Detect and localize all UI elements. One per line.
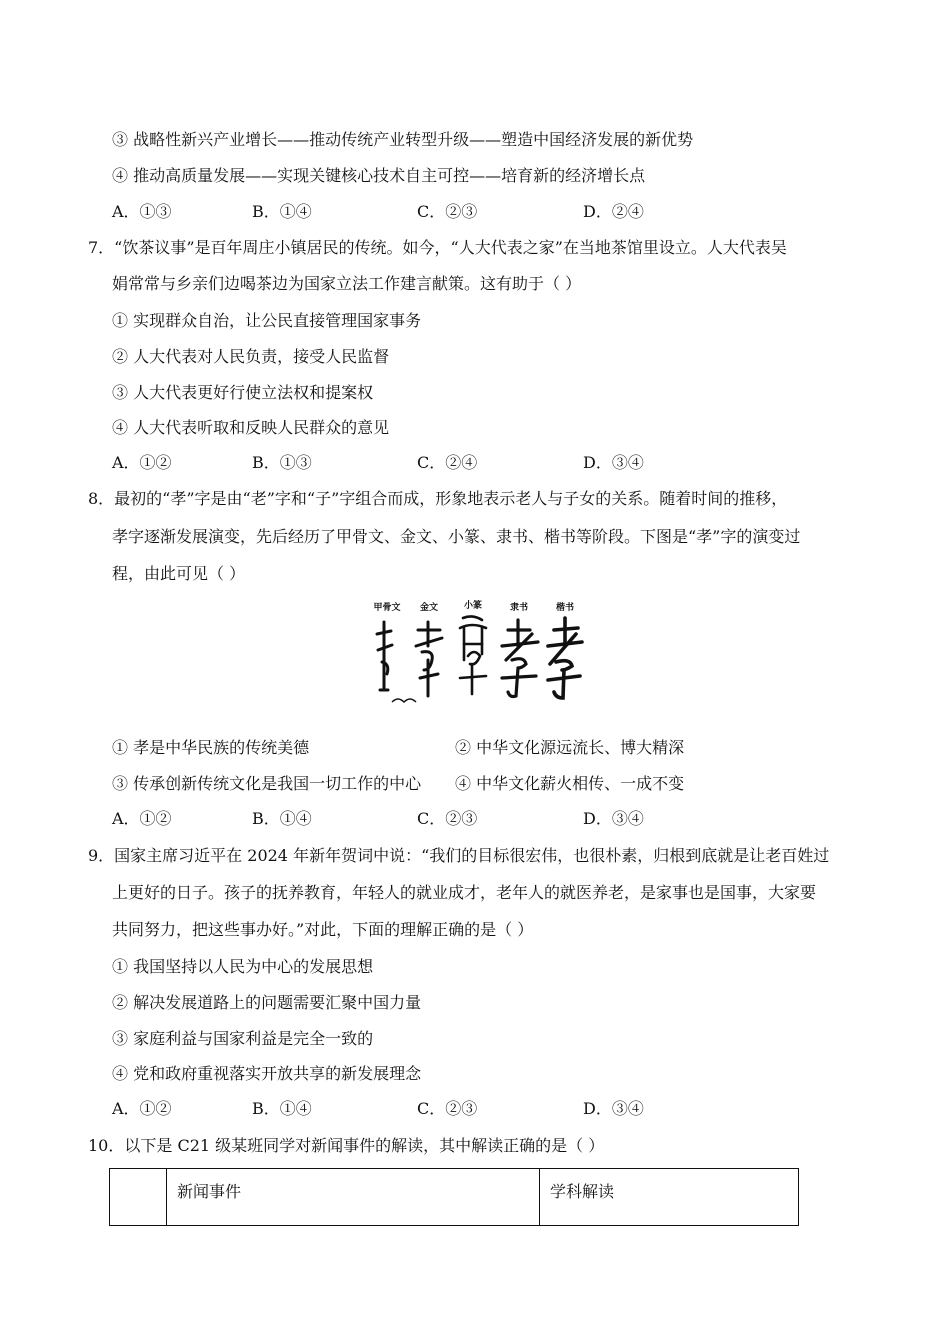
table-header-news-event: 新闻事件 xyxy=(167,1169,540,1226)
q8-item-4: ④ 中华文化薪火相传、一成不变 xyxy=(455,774,685,793)
q7-option-d: D．③④ xyxy=(583,453,644,472)
q9-option-d: D．③④ xyxy=(583,1099,644,1118)
q9-option-b: B．①④ xyxy=(252,1099,312,1118)
q7-option-a: A．①② xyxy=(112,453,172,472)
q7-item-4: ④ 人大代表听取和反映人民群众的意见 xyxy=(112,418,390,437)
table-header-row xyxy=(110,1169,799,1226)
q9-stem-line-3: 共同努力，把这些事办好。”对此，下面的理解正确的是（ ） xyxy=(112,920,534,939)
q8-option-d: D．③④ xyxy=(583,809,644,828)
q9-item-1: ① 我国坚持以人民为中心的发展思想 xyxy=(112,957,374,976)
q7-option-c: C．②④ xyxy=(417,453,478,472)
q8-item-3: ③ 传承创新传统文化是我国一切工作的中心 xyxy=(112,774,422,793)
q9-item-2: ② 解决发展道路上的问题需要汇聚中国力量 xyxy=(112,993,422,1012)
q10-stem-line-1: 10．以下是 C21 级某班同学对新闻事件的解读，其中解读正确的是（ ） xyxy=(88,1136,605,1155)
q9-stem-line-2: 上更好的日子。孩子的抚养教育，年轻人的就业成才，老年人的就医养老，是家事也是国事，大家要 xyxy=(112,883,817,902)
q6-option-a: A．①③ xyxy=(112,202,172,221)
q8-option-a: A．①② xyxy=(112,809,172,828)
label-bronze: 金文 xyxy=(419,602,439,612)
small-seal-glyph xyxy=(460,616,486,694)
q7-stem-line-2: 娟常常与乡亲们边喝茶边为国家立法工作建言献策。这有助于（ ） xyxy=(112,274,582,293)
label-oracle-bone: 甲骨文 xyxy=(373,602,401,612)
q8-option-c: C．②③ xyxy=(417,809,478,828)
q8-stem-line-2: 孝字逐渐发展演变，先后经历了甲骨文、金文、小篆、隶书、楷书等阶段。下图是“孝”字的演变过 xyxy=(112,527,801,546)
q7-option-b: B．①③ xyxy=(252,453,312,472)
q8-stem-line-3: 程，由此可见（ ） xyxy=(112,564,246,583)
q6-item-4: ④ 推动高质量发展——实现关键核心技术自主可控——培育新的经济增长点 xyxy=(112,166,646,185)
decorative-mark xyxy=(392,699,416,702)
q8-option-b: B．①④ xyxy=(252,809,312,828)
label-regular: 楷书 xyxy=(555,602,575,612)
q9-option-c: C．②③ xyxy=(417,1099,478,1118)
clerical-glyph xyxy=(502,620,538,697)
table-header-index xyxy=(110,1169,167,1226)
bronze-glyph xyxy=(416,622,442,696)
q6-option-b: B．①④ xyxy=(252,202,312,221)
q9-item-4: ④ 党和政府重视落实开放共享的新发展理念 xyxy=(112,1064,422,1083)
q9-option-a: A．①② xyxy=(112,1099,172,1118)
q8-item-1: ① 孝是中华民族的传统美德 xyxy=(112,738,310,757)
table-header-interpretation: 学科解读 xyxy=(540,1169,799,1226)
oracle-bone-glyph xyxy=(377,622,392,690)
q6-option-c: C．②③ xyxy=(417,202,478,221)
news-interpretation-table xyxy=(109,1168,799,1226)
q9-item-3: ③ 家庭利益与国家利益是完全一致的 xyxy=(112,1029,374,1048)
q7-item-3: ③ 人大代表更好行使立法权和提案权 xyxy=(112,383,374,402)
q7-item-1: ① 实现群众自治，让公民直接管理国家事务 xyxy=(112,311,422,330)
q8-stem-line-1: 8．最初的“孝”字是由“老”字和“子”字组合而成，形象地表示老人与子女的关系。随着时间的推移， xyxy=(88,489,788,508)
q6-option-d: D．②④ xyxy=(583,202,644,221)
label-small-seal: 小篆 xyxy=(463,600,483,610)
q6-item-3: ③ 战略性新兴产业增长——推动传统产业转型升级——塑造中国经济发展的新优势 xyxy=(112,130,694,149)
q8-item-2: ② 中华文化源远流长、博大精深 xyxy=(455,738,685,757)
q7-stem-line-1: 7．“饮茶议事”是百年周庄小镇居民的传统。如今，“人大代表之家”在当地茶馆里设立。人大代表吴 xyxy=(88,238,787,257)
q7-item-2: ② 人大代表对人民负责，接受人民监督 xyxy=(112,347,390,366)
regular-glyph xyxy=(548,618,582,698)
q9-stem-line-1: 9．国家主席习近平在 2024 年新年贺词中说：“我们的目标很宏伟，也很朴素，归根到底就是让老百姓过 xyxy=(88,846,830,865)
label-clerical: 隶书 xyxy=(509,602,529,612)
xiao-character-evolution-figure xyxy=(360,598,585,708)
